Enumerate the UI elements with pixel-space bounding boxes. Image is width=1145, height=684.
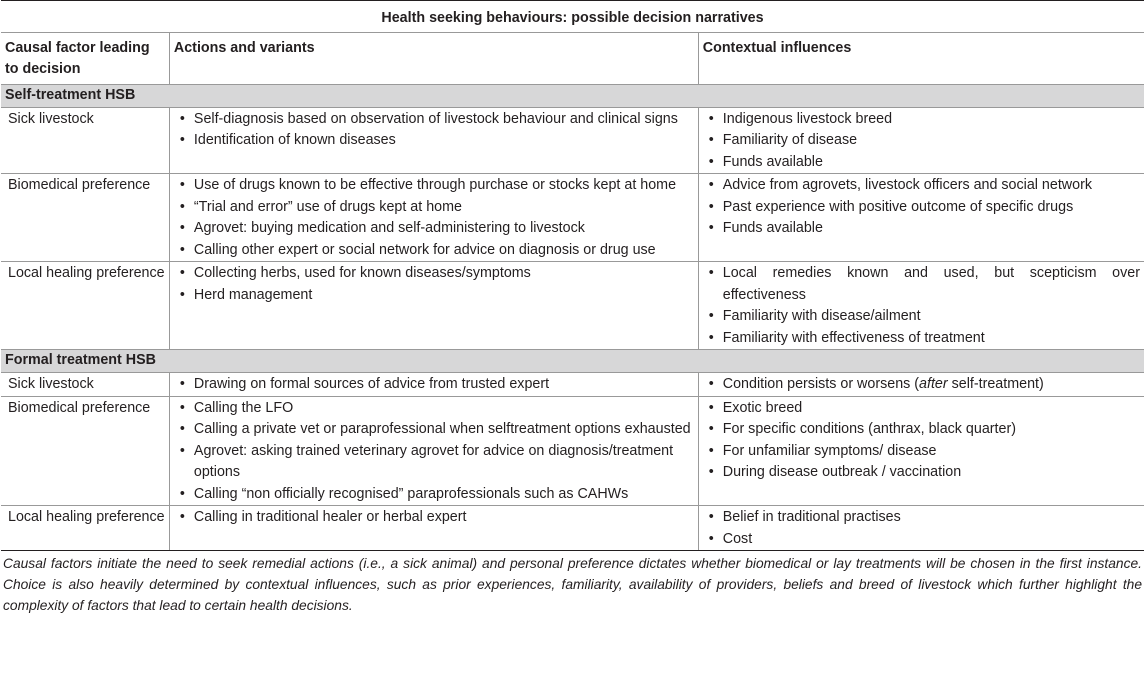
row-factor: Biomedical preference: [1, 174, 169, 262]
row-factor: Biomedical preference: [1, 396, 169, 506]
list-item: • Local remedies known and used, but scepticism over effectiveness: [703, 263, 1140, 306]
header-actions: Actions and variants: [169, 32, 698, 84]
row-influences: [698, 174, 1144, 262]
list-item: • Familiarity with disease/ailment: [703, 306, 1140, 328]
section-row-self-treatment: [1, 84, 1144, 107]
list-item: [703, 374, 1140, 396]
list-item: • Calling “non officially recognised” paraprofessionals such as CAHWs: [174, 484, 694, 506]
list-item: • Collecting herbs, used for known diseases/symptoms: [174, 263, 694, 285]
row-factor: Sick livestock: [1, 107, 169, 174]
list-item: • Funds available: [703, 152, 1140, 174]
table-header-row: [1, 32, 1144, 84]
list-item: • For unfamiliar symptoms/ disease: [703, 441, 1140, 463]
table-row: [1, 506, 1144, 551]
list-item: • Belief in traditional practises: [703, 507, 1140, 529]
list-item: • Identification of known diseases: [174, 130, 694, 152]
section-label: Formal treatment HSB: [1, 350, 1144, 373]
table-row: [1, 396, 1144, 506]
row-factor: Local healing preference: [1, 506, 169, 551]
list-item: • Exotic breed: [703, 398, 1140, 420]
row-actions: [169, 174, 698, 262]
row-actions: [169, 506, 698, 551]
section-row-formal-treatment: [1, 350, 1144, 373]
row-actions: [169, 396, 698, 506]
list-item: • Calling in traditional healer or herbal expert: [174, 507, 694, 529]
table-row: [1, 262, 1144, 350]
text-segment: Condition persists or worsens (: [722, 376, 920, 392]
header-causal-factor: Causal factor leading to decision: [1, 32, 169, 84]
row-influences: [698, 506, 1144, 551]
list-item: • Past experience with positive outcome of specific drugs: [703, 197, 1140, 219]
row-influences: [698, 373, 1144, 397]
row-factor: Local healing preference: [1, 262, 169, 350]
row-influences: [698, 396, 1144, 506]
row-actions: [169, 262, 698, 350]
table-row: [1, 373, 1144, 397]
table-title-row: [1, 1, 1144, 33]
list-item: • Calling other expert or social network for advice on diagnosis or drug use: [174, 240, 694, 262]
section-label: Self-treatment HSB: [1, 84, 1144, 107]
list-item: • Drawing on formal sources of advice from trusted expert: [174, 374, 694, 396]
list-item: • Agrovet: asking trained veterinary agrovet for advice on diagnosis/treatment options: [174, 441, 694, 484]
list-item: • Calling the LFO: [174, 398, 694, 420]
table-row: [1, 107, 1144, 174]
list-item: • Familiarity with effectiveness of treatment: [703, 328, 1140, 350]
header-influences: Contextual influences: [698, 32, 1144, 84]
list-item: • “Trial and error” use of drugs kept at home: [174, 197, 694, 219]
table-caption: Causal factors initiate the need to seek remedial actions (i.e., a sick animal) and personal preference dictates whether biomedical or lay treatments will be chosen in the first instance. Choice is also heavily determined by contextual influences, such as prior experiences, familiarity, availability of providers, beliefs and breed of livestock which further highlight the complexity of factors that lead to certain health decisions.: [3, 556, 1142, 613]
row-influences: [698, 107, 1144, 174]
row-actions: [169, 373, 698, 397]
emphasis-text: after: [919, 376, 948, 392]
list-item: • Self-diagnosis based on observation of livestock behaviour and clinical signs: [174, 109, 694, 131]
list-item: • Use of drugs known to be effective through purchase or stocks kept at home: [174, 175, 694, 197]
row-factor: Sick livestock: [1, 373, 169, 397]
list-item: • Familiarity of disease: [703, 130, 1140, 152]
list-item: • Advice from agrovets, livestock officers and social network: [703, 175, 1140, 197]
text-segment: self-treatment): [947, 376, 1044, 392]
row-actions: [169, 107, 698, 174]
list-item: • During disease outbreak / vaccination: [703, 462, 1140, 484]
list-item: • Calling a private vet or paraprofessional when selftreatment options exhausted: [174, 419, 694, 441]
list-item: • Herd management: [174, 285, 694, 307]
list-item: • Agrovet: buying medication and self-administering to livestock: [174, 218, 694, 240]
list-item: • Indigenous livestock breed: [703, 109, 1140, 131]
decision-narratives-table: [1, 0, 1144, 551]
table-title: Health seeking behaviours: possible decision narratives: [1, 1, 1144, 33]
list-item: • For specific conditions (anthrax, black quarter): [703, 419, 1140, 441]
list-item: • Cost: [703, 529, 1140, 551]
table-row: [1, 174, 1144, 262]
row-influences: [698, 262, 1144, 350]
list-item: • Funds available: [703, 218, 1140, 240]
